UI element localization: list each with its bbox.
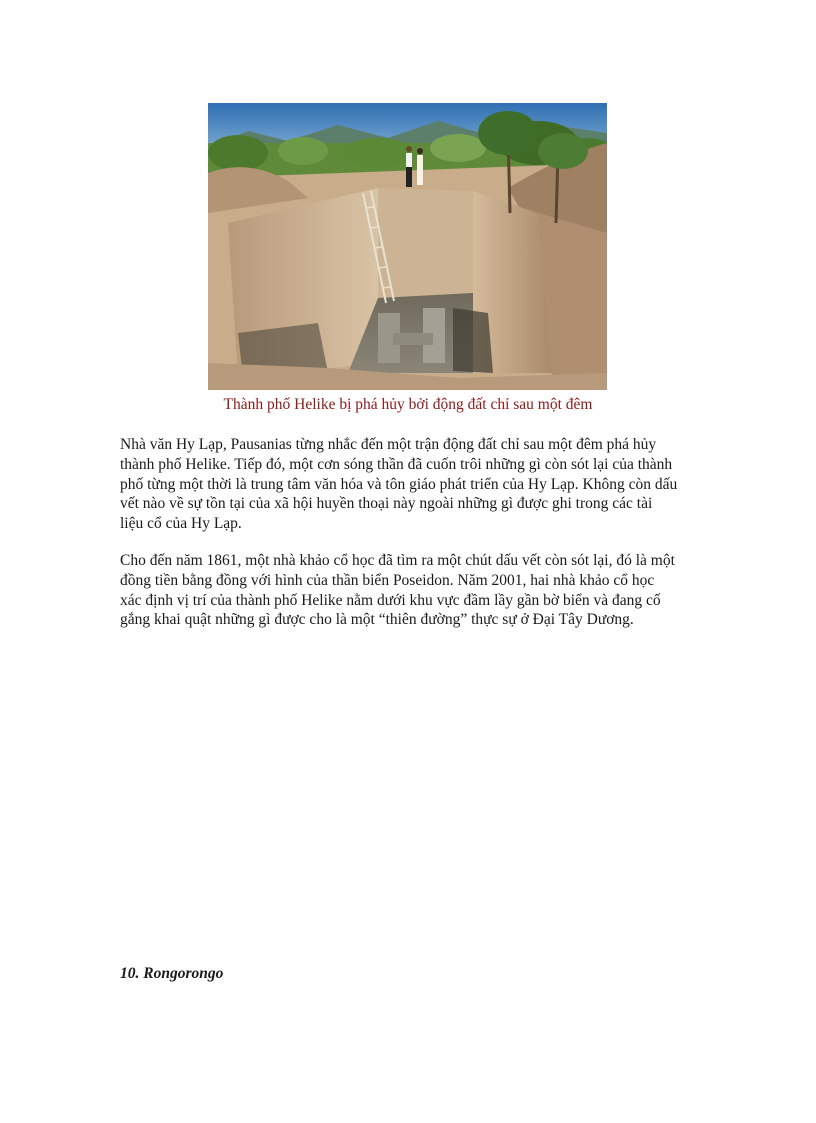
- figure-caption: Thành phố Helike bị phá hủy bởi động đất chỉ sau một đêm: [223, 396, 593, 413]
- paragraph-helike-discovery: [120, 551, 705, 630]
- paragraph-line: xác định vị trí của thành phố Helike nằm dưới khu vực đầm lầy gần bờ biển và đang cố: [120, 591, 661, 609]
- paragraph-line: vết nào về sự tồn tại của xã hội huyền thoại này ngoài những gì được ghi trong các tài: [120, 495, 653, 513]
- paragraph-line: thành phố Helike. Tiếp đó, một cơn sóng thần đã cuốn trôi những gì còn sót lại của thành: [120, 455, 673, 473]
- excavation-photo: [208, 103, 607, 390]
- section-heading: 10. Rongorongo: [120, 965, 224, 982]
- paragraph-line: phố từng một thời là trung tâm văn hóa và tôn giáo phát triển của Hy Lạp. Không còn dấu: [120, 475, 678, 493]
- paragraph-line: Nhà văn Hy Lạp, Pausanias từng nhắc đến một trận động đất chỉ sau một đêm phá hủy: [120, 436, 657, 453]
- paragraph-line: liệu cổ của Hy Lạp.: [120, 515, 242, 533]
- paragraph-line: Cho đến năm 1861, một nhà khảo cổ học đã tìm ra một chút dấu vết còn sót lại, đó là một: [120, 552, 675, 569]
- paragraph-line: gắng khai quật những gì được cho là một “thiên đường” thực sự ở Đại Tây Dương.: [120, 611, 634, 629]
- paragraph-helike-destruction: [120, 435, 705, 534]
- paragraph-line: đồng tiền bằng đồng với hình của thần biển Poseidon. Năm 2001, hai nhà khảo cổ học: [120, 571, 655, 589]
